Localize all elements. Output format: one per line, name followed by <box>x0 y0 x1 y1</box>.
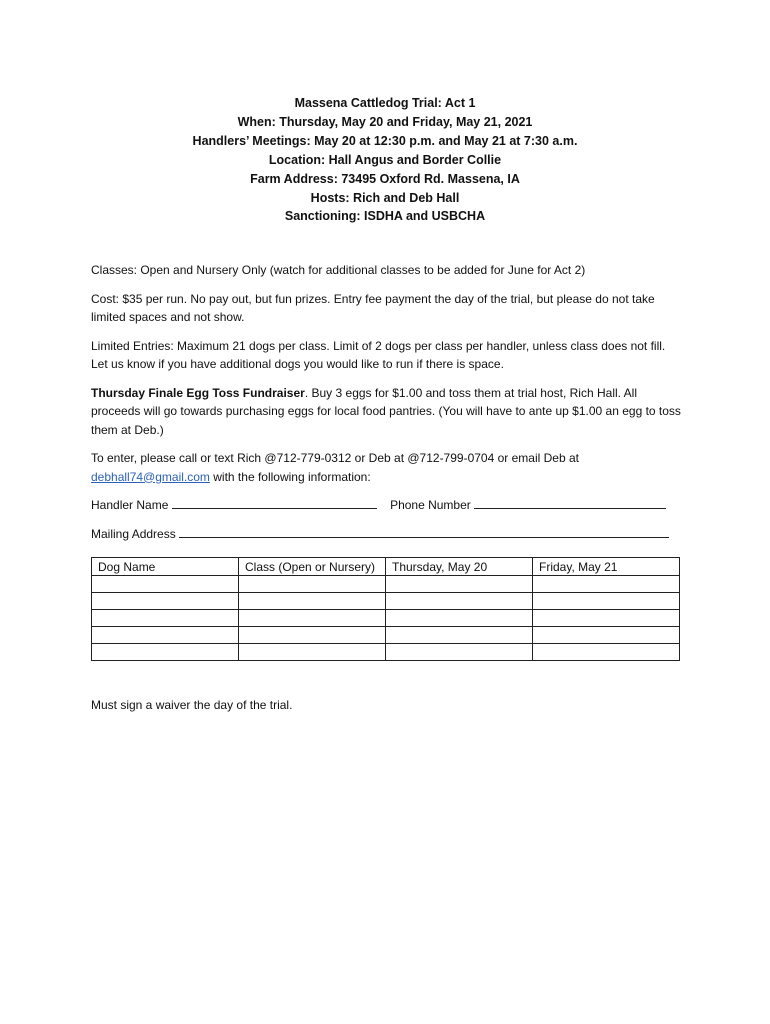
dog-entry-table <box>91 557 680 661</box>
class-cell[interactable] <box>239 627 386 644</box>
friday-cell[interactable] <box>533 610 680 627</box>
table-row <box>92 593 680 610</box>
waiver-note: Must sign a waiver the day of the trial. <box>91 698 293 712</box>
fundraiser-paragraph <box>91 384 681 440</box>
fundraiser-text: . Buy 3 eggs for $1.00 and toss them at trial host, Rich Hall. All proceeds will go towards purchasing eggs for local food pantries. (You will have to ante up $1.00 an egg to toss them at Deb.) <box>91 385 681 437</box>
enter-suffix: with the following information: <box>209 469 371 484</box>
column-header-friday: Friday, May 21 <box>533 558 680 576</box>
table-header-row <box>92 558 680 576</box>
class-cell[interactable] <box>239 610 386 627</box>
classes-paragraph: Classes: Open and Nursery Only (watch for additional classes to be added for June for Act 2) <box>91 263 586 277</box>
trial-location: Location: Hall Angus and Border Collie <box>268 152 502 167</box>
dog-name-cell[interactable] <box>92 627 239 644</box>
column-header-dog-name: Dog Name <box>92 558 239 576</box>
mailing-address-label: Mailing Address <box>91 526 176 541</box>
handler-name-field[interactable] <box>172 496 377 509</box>
trial-hosts: Hosts: Rich and Deb Hall <box>310 190 460 205</box>
thursday-cell[interactable] <box>386 593 533 610</box>
farm-address: Farm Address: 73495 Oxford Rd. Massena, IA <box>250 171 520 186</box>
document-body <box>91 261 681 553</box>
table-row <box>92 576 680 593</box>
table-row <box>92 627 680 644</box>
friday-cell[interactable] <box>533 644 680 661</box>
dog-name-cell[interactable] <box>92 576 239 593</box>
handler-name-label: Handler Name <box>91 498 169 512</box>
friday-cell[interactable] <box>533 593 680 610</box>
fundraiser-title: Thursday Finale Egg Toss Fundraiser <box>91 385 305 400</box>
mailing-address-field[interactable] <box>179 525 669 538</box>
dog-name-cell[interactable] <box>92 593 239 610</box>
column-header-thursday: Thursday, May 20 <box>386 558 533 576</box>
trial-sanctioning: Sanctioning: ISDHA and USBCHA <box>284 209 486 224</box>
class-cell[interactable] <box>239 644 386 661</box>
enter-text: To enter, please call or text Rich @712-779-0312 or Deb at @712-799-0704 or email Deb at <box>91 451 579 465</box>
phone-number-label: Phone Number <box>390 498 471 512</box>
thursday-cell[interactable] <box>386 644 533 661</box>
table-row <box>92 644 680 661</box>
email-link[interactable]: debhall74@gmail.com <box>91 469 210 484</box>
dog-name-cell[interactable] <box>92 644 239 661</box>
trial-dates: When: Thursday, May 20 and Friday, May 21, 2021 <box>237 114 533 129</box>
class-cell[interactable] <box>239 593 386 610</box>
enter-paragraph <box>91 449 681 486</box>
dog-name-cell[interactable] <box>92 610 239 627</box>
thursday-cell[interactable] <box>386 576 533 593</box>
mailing-address-line <box>91 525 681 544</box>
friday-cell[interactable] <box>533 627 680 644</box>
cost-paragraph: Cost: $35 per run. No pay out, but fun prizes. Entry fee payment the day of the trial, but please do not take limited spaces and not show. <box>91 291 655 324</box>
handlers-meetings: Handlers’ Meetings: May 20 at 12:30 p.m. and May 21 at 7:30 a.m. <box>192 133 578 148</box>
trial-title: Massena Cattledog Trial: Act 1 <box>294 96 476 110</box>
table-row <box>92 610 680 627</box>
thursday-cell[interactable] <box>386 627 533 644</box>
phone-number-field[interactable] <box>474 496 666 509</box>
column-header-class: Class (Open or Nursery) <box>239 558 386 576</box>
class-cell[interactable] <box>239 576 386 593</box>
limited-entries-paragraph: Limited Entries: Maximum 21 dogs per class. Limit of 2 dogs per class per handler, unless class does not fill. Let us know if you have additional dogs you would like to run if there is space. <box>91 338 666 371</box>
dog-entry-rows <box>92 576 680 661</box>
friday-cell[interactable] <box>533 576 680 593</box>
handler-phone-line <box>91 496 681 515</box>
document-header <box>0 94 770 226</box>
thursday-cell[interactable] <box>386 610 533 627</box>
